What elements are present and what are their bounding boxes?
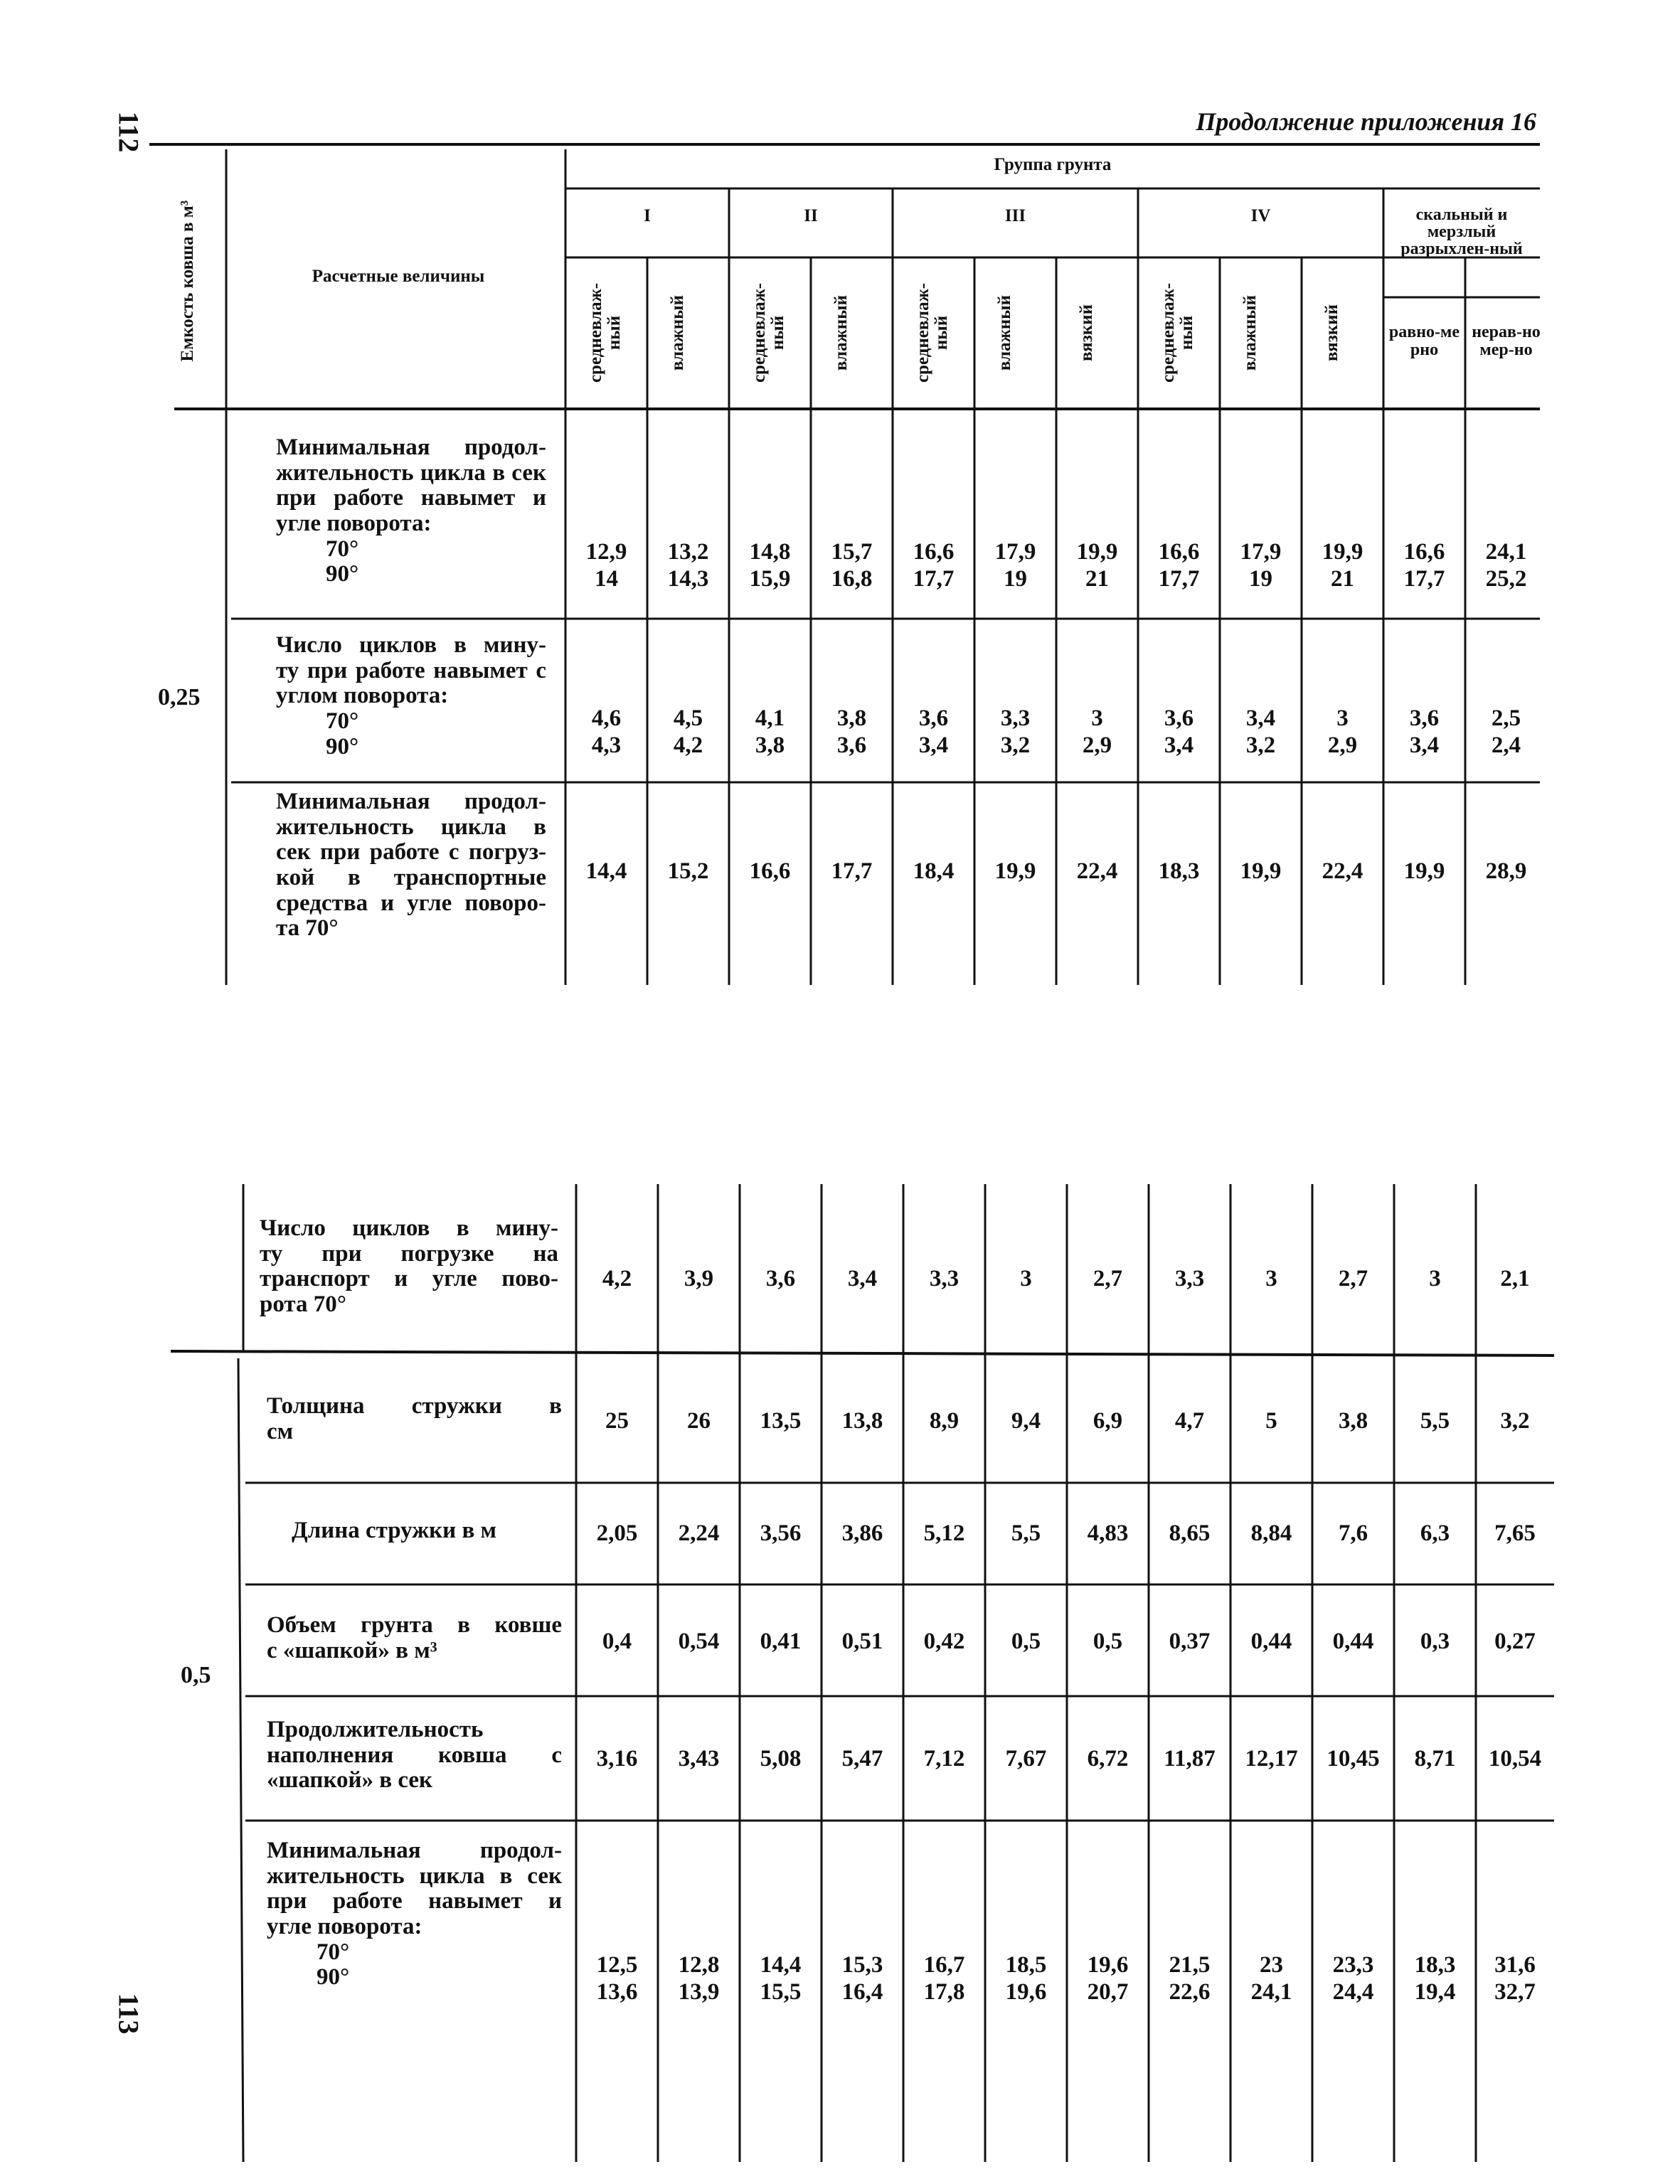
row-label-cycle-time-swing-05-line: жительность цикла в сек — [267, 1863, 562, 1889]
subcolumn-header-1: средневлаж- ный — [585, 282, 624, 383]
value-cell — [1383, 539, 1465, 593]
value-cell: 2,7 — [1338, 1266, 1368, 1291]
value-cell: 13,5 — [760, 1408, 802, 1434]
value-cell: 4,83 — [1087, 1520, 1129, 1546]
value-cell: 17,7 — [831, 858, 873, 884]
value-cell-line: 2,5 — [1491, 705, 1521, 731]
value-cell-line: 17,7 — [1158, 565, 1200, 592]
row-label-chip-length — [292, 1518, 562, 1544]
row-label-cycles-per-minute-loading — [260, 1216, 558, 1318]
value-cell-line: 15,5 — [760, 1978, 802, 2005]
value-cell-line: 16,6 — [1403, 539, 1445, 565]
capacity-value-05: 0,5 — [181, 1662, 211, 1688]
value-cell — [893, 539, 974, 593]
value-cell — [1312, 1952, 1394, 2006]
value-cell-line: 19,9 — [1076, 539, 1118, 565]
group-4-header: IV — [1250, 206, 1271, 225]
row-label-cycle-time-swing-05-line: при работе навымет и — [267, 1888, 562, 1914]
value-cell: 19,9 — [994, 858, 1036, 884]
row-label-cycle-time-swing-025-angle: 70° — [326, 536, 359, 562]
value-cell-line: 17,7 — [913, 565, 955, 592]
row-label-chip-length-line: Длина стружки в м — [292, 1518, 496, 1543]
value-cell-line: 3,4 — [1409, 732, 1440, 758]
value-cell: 22,4 — [1322, 858, 1363, 884]
value-cell: 2,7 — [1092, 1266, 1123, 1291]
value-cell-line: 3,4 — [1164, 732, 1194, 758]
row-label-cycle-time-swing-025-angle: 90° — [326, 561, 359, 587]
row-label-cycles-per-minute-025-line: Число циклов в мину- — [276, 632, 546, 658]
value-cell: 7,67 — [1005, 1746, 1047, 1772]
value-cell-line: 16,6 — [913, 539, 955, 565]
value-cell-line: 4,2 — [673, 732, 703, 758]
row-label-cycle-time-swing-05-angle: 90° — [317, 1964, 350, 1991]
value-cell — [974, 539, 1056, 593]
row-label-cycle-time-swing-05 — [267, 1838, 562, 1991]
value-cell — [1465, 539, 1547, 593]
row-label-cycles-per-minute-025-angle: 70° — [326, 708, 359, 734]
value-cell: 0,44 — [1332, 1629, 1374, 1654]
value-cell-line: 31,6 — [1494, 1952, 1536, 1978]
value-cell-line: 4,6 — [591, 705, 622, 731]
value-cell: 7,65 — [1494, 1520, 1536, 1546]
value-cell: 28,9 — [1485, 858, 1527, 884]
value-cell-line: 12,9 — [585, 539, 627, 565]
value-cell-line: 4,3 — [591, 732, 622, 758]
value-cell: 8,84 — [1250, 1520, 1292, 1546]
subcolumn-header-4: влажный — [831, 294, 851, 371]
value-cell: 4,7 — [1174, 1408, 1205, 1434]
value-cell-line: 19,9 — [1322, 539, 1363, 565]
value-cell — [1302, 539, 1383, 593]
value-cell: 2,05 — [596, 1520, 638, 1546]
value-cell — [1056, 705, 1138, 760]
row-label-cycle-time-loading-025-line: жительность цикла в — [276, 814, 546, 840]
value-cell: 0,41 — [760, 1629, 802, 1654]
value-cell-line: 3,6 — [1164, 705, 1194, 731]
value-cell: 22,4 — [1076, 858, 1118, 884]
value-cell: 13,8 — [841, 1408, 883, 1434]
value-cell-line: 3 — [1336, 705, 1349, 731]
section-rule — [171, 1351, 1554, 1355]
value-cell: 8,65 — [1169, 1520, 1211, 1546]
value-cell-line: 13,9 — [678, 1978, 720, 2005]
row-label-cycle-time-swing-05-line: угле поворота: — [267, 1913, 422, 1939]
value-cell: 0,51 — [841, 1629, 883, 1654]
value-cell-line: 4,5 — [673, 705, 703, 731]
row-label-cycle-time-loading-025-line: сек при работе с погруз- — [276, 839, 546, 865]
value-cell: 18,3 — [1158, 858, 1200, 884]
row-label-soil-volume-line: с «шапкой» в м³ — [267, 1637, 437, 1663]
value-cell — [903, 1952, 985, 2006]
value-cell-line: 15,9 — [749, 565, 791, 592]
value-cell: 9,4 — [1011, 1408, 1041, 1434]
group-1-header: I — [644, 206, 651, 225]
value-cell — [1230, 1952, 1312, 2006]
value-cell: 3 — [1429, 1266, 1441, 1291]
row-label-filling-duration-line: Продолжительность — [267, 1717, 484, 1742]
value-cell: 8,9 — [929, 1408, 959, 1434]
value-cell-line: 21,5 — [1169, 1952, 1211, 1978]
row-label-cycles-per-minute-loading-line: ту при погрузке на — [260, 1240, 558, 1267]
value-cell: 6,9 — [1092, 1408, 1123, 1434]
row-label-soil-volume-line: Объем грунта в ковше — [267, 1612, 562, 1638]
value-cell-line: 16,7 — [923, 1952, 965, 1978]
row-label-cycle-time-swing-025-line: угле поворота: — [276, 510, 432, 536]
group-3-header: III — [1004, 206, 1026, 225]
value-cell: 3 — [1020, 1266, 1032, 1291]
value-cell — [1149, 1952, 1230, 2006]
value-cell: 5,5 — [1420, 1408, 1450, 1434]
value-cell: 5,12 — [923, 1520, 965, 1546]
value-cell — [811, 539, 893, 593]
value-cell-line: 22,6 — [1169, 1978, 1211, 2005]
value-cell: 5 — [1265, 1408, 1277, 1434]
value-cell-line: 17,7 — [1403, 565, 1445, 592]
value-cell: 0,37 — [1169, 1629, 1211, 1654]
value-cell — [1302, 705, 1383, 760]
subcolumn-header-5: средневлаж- ный — [913, 282, 951, 383]
value-cell-line: 13,2 — [667, 539, 709, 565]
value-cell: 3,9 — [684, 1266, 714, 1291]
value-cell-line: 3,2 — [1000, 732, 1031, 758]
value-cell-line: 19,6 — [1005, 1978, 1047, 2005]
value-cell-line: 15,7 — [831, 539, 873, 565]
value-cell: 5,08 — [760, 1746, 802, 1772]
value-cell — [1465, 705, 1547, 760]
value-cell — [985, 1952, 1067, 2006]
value-cell-line: 3,4 — [918, 732, 949, 758]
subcolumn-header-7: вязкий — [1076, 304, 1096, 361]
row-label-cycle-time-loading-025-line: кой в транспортные — [276, 864, 546, 890]
value-cell: 3,86 — [841, 1520, 883, 1546]
subcolumn-header-12: нерав-​номер-​но — [1472, 323, 1541, 360]
value-cell — [1476, 1952, 1554, 2006]
value-cell: 3,3 — [929, 1266, 959, 1291]
value-cell: 3,43 — [678, 1746, 720, 1772]
row-label-filling-duration — [267, 1717, 562, 1794]
value-cell-line: 23,3 — [1332, 1952, 1374, 1978]
subcolumn-header-8: средневлаж- ный — [1158, 282, 1196, 383]
value-cell: 15,2 — [667, 858, 709, 884]
value-cell: 10,54 — [1488, 1746, 1542, 1772]
value-cell-line: 19 — [1004, 565, 1027, 592]
value-cell-line: 32,7 — [1494, 1978, 1536, 2005]
row-label-cycle-time-swing-025 — [276, 435, 546, 587]
value-cell: 18,4 — [913, 858, 955, 884]
row-label-cycle-time-swing-05-line: Минимальная продол- — [267, 1838, 562, 1863]
value-cell: 14,4 — [585, 858, 627, 884]
value-cell — [565, 539, 647, 593]
value-cell — [576, 1952, 658, 2006]
value-cell-line: 24,1 — [1485, 539, 1527, 565]
value-cell — [822, 1952, 903, 2006]
value-cell: 3,16 — [596, 1746, 638, 1772]
value-cell-line: 3,3 — [1000, 705, 1031, 731]
value-cell — [1138, 705, 1220, 760]
value-cell: 0,4 — [602, 1629, 632, 1654]
row-label-cycles-per-minute-loading-line: транспорт и угле пово- — [260, 1266, 558, 1292]
value-cell — [565, 705, 647, 760]
value-cell: 0,44 — [1250, 1629, 1292, 1654]
value-cell-line: 16,6 — [1158, 539, 1200, 565]
value-cell-line: 13,6 — [596, 1978, 638, 2005]
value-cell-line: 2,4 — [1491, 732, 1521, 758]
value-cell — [1056, 539, 1138, 593]
value-cell-line: 21 — [1085, 565, 1109, 592]
value-cell: 2,1 — [1500, 1266, 1530, 1291]
page-number-right: 113 — [112, 1993, 145, 2035]
value-cell: 19,9 — [1240, 858, 1282, 884]
row-label-cycles-per-minute-loading-line: рота 70° — [260, 1291, 346, 1317]
value-cell: 4,2 — [602, 1266, 632, 1291]
capacity-column-header: Емкость ковша в м³ — [177, 200, 197, 362]
value-cell: 2,24 — [678, 1520, 720, 1546]
value-cell-line: 19,6 — [1087, 1952, 1129, 1978]
value-cell: 3,3 — [1174, 1266, 1205, 1291]
row-label-cycle-time-swing-025-line: Минимальная продол- — [276, 435, 546, 460]
row-label-filling-duration-line: наполнения ковша с — [267, 1742, 562, 1768]
value-cell — [729, 539, 811, 593]
row-label-cycles-per-minute-025 — [276, 633, 546, 760]
value-cell: 5,47 — [841, 1746, 883, 1772]
subcolumn-header-6: влажный — [994, 294, 1014, 371]
value-cell-line: 19,4 — [1414, 1978, 1456, 2005]
value-cell — [1394, 1952, 1476, 2006]
value-cell-line: 25,2 — [1485, 565, 1527, 592]
row-label-cycle-time-loading-025-line: та 70° — [276, 915, 339, 942]
header-note: Продолжение приложения 16 — [1196, 107, 1536, 136]
value-cell: 3,56 — [760, 1520, 802, 1546]
value-cell-line: 14,3 — [667, 565, 709, 592]
value-cell-line: 17,9 — [994, 539, 1036, 565]
page-number-left: 112 — [112, 111, 145, 153]
row-label-cycle-time-loading-025-line: средства и угле поворо- — [276, 890, 546, 916]
value-cell-line: 18,5 — [1005, 1952, 1047, 1978]
value-cell: 26 — [687, 1408, 711, 1434]
value-cell: 3,8 — [1338, 1408, 1368, 1434]
value-cell-line: 21 — [1331, 565, 1354, 592]
value-cell-line: 12,5 — [596, 1952, 638, 1978]
value-cell-line: 18,3 — [1414, 1952, 1456, 1978]
value-cell-line: 14 — [595, 565, 618, 592]
value-cell: 6,72 — [1087, 1746, 1129, 1772]
row-label-cycles-per-minute-025-line: ту при работе навымет с — [276, 657, 546, 683]
value-cell — [1138, 539, 1220, 593]
value-cell-line: 16,4 — [841, 1978, 883, 2005]
capacity-value-025: 0,25 — [158, 684, 201, 710]
value-cell-line: 2,9 — [1327, 732, 1358, 758]
row-label-cycles-per-minute-loading-line: Число циклов в мину- — [260, 1215, 558, 1241]
value-cell: 16,6 — [749, 858, 791, 884]
value-cell-line: 12,8 — [678, 1952, 720, 1978]
value-cell-line: 3,8 — [755, 732, 785, 758]
value-cell-line: 17,9 — [1240, 539, 1282, 565]
row-label-chip-thickness-line: Толщина стружки в — [267, 1393, 562, 1419]
value-cell: 0,54 — [678, 1629, 720, 1654]
value-cell: 11,87 — [1164, 1746, 1216, 1772]
value-cell — [1067, 1952, 1149, 2006]
value-cell: 0,5 — [1011, 1629, 1041, 1654]
value-cell-line: 24,4 — [1332, 1978, 1374, 2005]
row-label-cycle-time-swing-025-line: при работе навымет и — [276, 485, 546, 511]
value-cell-line: 15,3 — [841, 1952, 883, 1978]
value-cell — [811, 705, 893, 760]
value-cell: 0,5 — [1092, 1629, 1123, 1654]
row-label-cycle-time-swing-05-angle: 70° — [317, 1939, 350, 1965]
group-5-header: скальный и мерзлый разрыхлен-ный — [1400, 206, 1523, 258]
value-cell: 8,71 — [1414, 1746, 1456, 1772]
quantities-column-header: Расчетные величины — [312, 267, 485, 286]
row-label-chip-thickness-line: см — [267, 1418, 294, 1444]
value-cell — [974, 705, 1056, 760]
subcolumn-header-11: равно-​мерно — [1388, 323, 1460, 360]
row-label-cycles-per-minute-025-angle: 90° — [326, 733, 359, 760]
value-cell: 7,12 — [923, 1746, 965, 1772]
row-label-cycle-time-swing-025-line: жительность цикла в сек — [276, 459, 546, 486]
value-cell: 0,27 — [1494, 1629, 1536, 1654]
value-cell: 3 — [1265, 1266, 1277, 1291]
row-label-filling-duration-line: «шапкой» в сек — [267, 1767, 433, 1794]
subcolumn-header-9: влажный — [1240, 294, 1260, 371]
value-cell: 0,42 — [923, 1629, 965, 1654]
value-cell: 5,5 — [1011, 1520, 1041, 1546]
value-cell: 6,3 — [1420, 1520, 1450, 1546]
value-cell — [1220, 705, 1302, 760]
value-cell: 3,4 — [847, 1266, 878, 1291]
subcolumn-header-3: средневлаж- ный — [749, 282, 787, 383]
value-cell-line: 19 — [1249, 565, 1272, 592]
subcolumn-header-10: вязкий — [1322, 304, 1341, 361]
value-cell — [647, 539, 729, 593]
value-cell-line: 3,4 — [1245, 705, 1276, 731]
value-cell — [893, 705, 974, 760]
row-label-chip-thickness — [267, 1394, 562, 1444]
value-cell: 0,3 — [1420, 1629, 1450, 1654]
value-cell-line: 24,1 — [1250, 1978, 1292, 2005]
value-cell-line: 17,8 — [923, 1978, 965, 2005]
value-cell: 25 — [605, 1408, 629, 1434]
value-cell: 3,2 — [1500, 1408, 1530, 1434]
soil-group-header: Группа грунта — [994, 155, 1112, 174]
value-cell-line: 14,4 — [760, 1952, 802, 1978]
value-cell-line: 14,8 — [749, 539, 791, 565]
value-cell: 7,6 — [1338, 1520, 1368, 1546]
value-cell — [1383, 705, 1465, 760]
value-cell-line: 2,9 — [1082, 732, 1112, 758]
value-cell-line: 3,6 — [1409, 705, 1440, 731]
group-2-header: II — [804, 206, 818, 225]
row-label-cycle-time-loading-025-line: Минимальная продол- — [276, 789, 546, 814]
value-cell: 10,45 — [1327, 1746, 1380, 1772]
value-cell: 12,17 — [1245, 1746, 1298, 1772]
value-cell — [658, 1952, 740, 2006]
value-cell — [740, 1952, 822, 2006]
value-cell — [729, 705, 811, 760]
value-cell: 3,6 — [765, 1266, 796, 1291]
value-cell-line: 20,7 — [1087, 1978, 1129, 2005]
value-cell-line: 3,2 — [1245, 732, 1276, 758]
value-cell-line: 4,1 — [755, 705, 785, 731]
row-label-cycles-per-minute-025-line: углом поворота: — [276, 683, 449, 709]
subcolumn-header-2: влажный — [667, 294, 687, 371]
value-cell-line: 16,8 — [831, 565, 873, 592]
row-label-soil-volume — [267, 1613, 562, 1663]
value-cell — [1220, 539, 1302, 593]
value-cell-line: 3,6 — [836, 732, 867, 758]
value-cell-line: 3 — [1091, 705, 1103, 731]
row-label-cycle-time-loading-025 — [276, 789, 546, 942]
value-cell: 19,9 — [1403, 858, 1445, 884]
value-cell — [647, 705, 729, 760]
value-cell-line: 23 — [1260, 1952, 1283, 1978]
value-cell-line: 3,8 — [836, 705, 867, 731]
value-cell-line: 3,6 — [918, 705, 949, 731]
label-column-rule — [238, 1358, 243, 2162]
